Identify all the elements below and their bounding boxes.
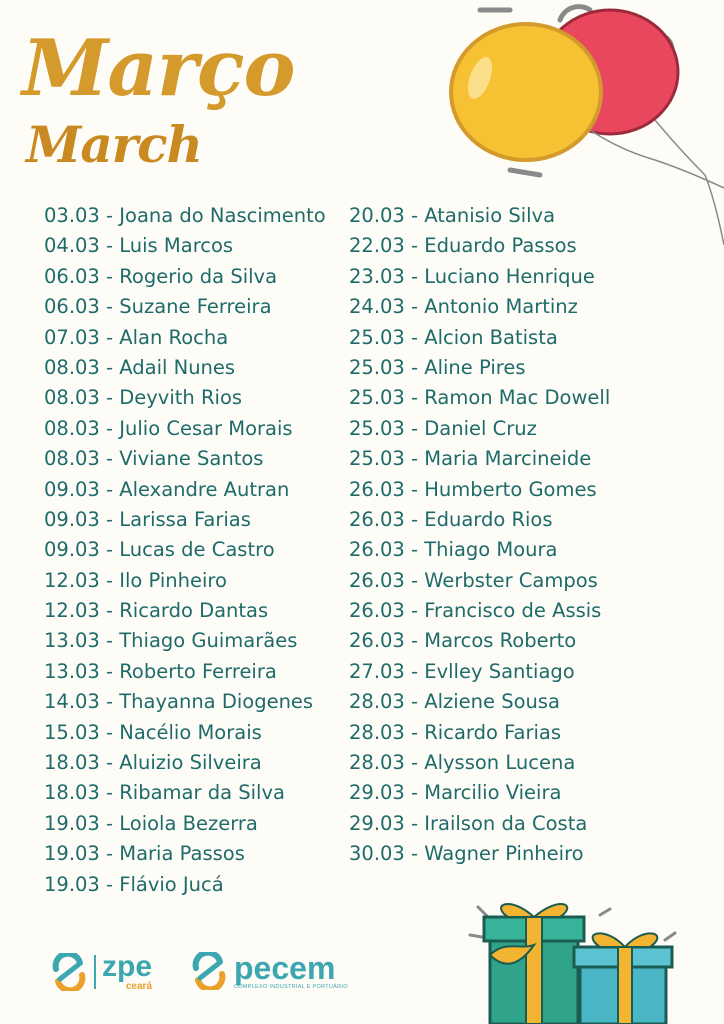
list-item: 08.03 - Deyvith Rios	[44, 386, 243, 410]
list-item: 08.03 - Viviane Santos	[44, 447, 264, 471]
birthday-list-right	[349, 201, 610, 870]
list-item: 08.03 - Julio Cesar Morais	[44, 416, 293, 440]
gift-boxes-illustration	[460, 895, 700, 1024]
list-item: 15.03 - Nacélio Morais	[44, 720, 262, 744]
list-item: 25.03 - Aline Pires	[349, 355, 526, 379]
list-item: 26.03 - Werbster Campos	[349, 568, 598, 592]
list-item: 19.03 - Loiola Bezerra	[44, 811, 258, 835]
list-item: 26.03 - Eduardo Rios	[349, 507, 553, 531]
list-item: 13.03 - Thiago Guimarães	[44, 629, 298, 653]
list-item: 12.03 - Ilo Pinheiro	[44, 568, 227, 592]
list-item: 08.03 - Adail Nunes	[44, 355, 236, 379]
list-item: 06.03 - Rogerio da Silva	[44, 264, 278, 288]
list-item: 25.03 - Ramon Mac Dowell	[349, 386, 611, 410]
list-item: 25.03 - Alcion Batista	[349, 325, 558, 349]
list-item: 25.03 - Maria Marcineide	[349, 447, 592, 471]
list-item: 24.03 - Antonio Martinz	[349, 295, 578, 319]
list-item: 09.03 - Larissa Farias	[44, 507, 251, 531]
birthday-list-left	[44, 201, 326, 900]
list-item: 23.03 - Luciano Henrique	[349, 264, 595, 288]
list-item: 14.03 - Thayanna Diogenes	[44, 690, 314, 714]
list-item: 06.03 - Suzane Ferreira	[44, 295, 272, 319]
list-item: 09.03 - Lucas de Castro	[44, 538, 275, 562]
list-item: 19.03 - Maria Passos	[44, 842, 245, 866]
list-item: 20.03 - Atanisio Silva	[349, 204, 556, 227]
list-item: 26.03 - Humberto Gomes	[349, 477, 597, 501]
list-item: 28.03 - Alziene Sousa	[349, 690, 560, 714]
zpe-logo-subtext: ceará	[125, 981, 153, 992]
list-item: 28.03 - Ricardo Farias	[349, 720, 561, 744]
page-subtitle: March	[26, 115, 202, 174]
pecem-logo	[190, 952, 348, 990]
list-item: 29.03 - Marcilio Vieira	[349, 781, 562, 805]
list-item: 18.03 - Ribamar da Silva	[44, 781, 285, 805]
list-item: 12.03 - Ricardo Dantas	[44, 599, 269, 623]
list-item: 30.03 - Wagner Pinheiro	[349, 842, 584, 866]
list-item: 19.03 - Flávio Jucá	[44, 872, 224, 896]
list-item: 07.03 - Alan Rocha	[44, 325, 229, 349]
zpe-logo-icon	[50, 953, 88, 991]
list-item: 26.03 - Marcos Roberto	[349, 629, 577, 653]
page-title: Março	[22, 23, 295, 114]
list-item: 03.03 - Joana do Nascimento	[44, 204, 326, 227]
list-item: 22.03 - Eduardo Passos	[349, 234, 577, 258]
list-item: 13.03 - Roberto Ferreira	[44, 659, 277, 683]
list-item: 29.03 - Irailson da Costa	[349, 811, 588, 835]
list-item: 18.03 - Aluizio Silveira	[44, 751, 262, 775]
logo-divider	[94, 955, 96, 989]
pecem-logo-tagline: COMPLEXO INDUSTRIAL E PORTUÁRIO	[234, 984, 348, 990]
list-item: 27.03 - Evlley Santiago	[349, 659, 575, 683]
list-item: 09.03 - Alexandre Autran	[44, 477, 290, 501]
pecem-logo-text: pecem	[234, 950, 336, 986]
list-item: 25.03 - Daniel Cruz	[349, 416, 537, 440]
zpe-logo	[50, 952, 152, 992]
zpe-logo-text: zpe	[102, 950, 153, 983]
list-item: 28.03 - Alysson Lucena	[349, 751, 576, 775]
pecem-logo-icon	[190, 952, 228, 990]
list-item: 26.03 - Thiago Moura	[349, 538, 558, 562]
list-item: 26.03 - Francisco de Assis	[349, 599, 602, 623]
list-item: 04.03 - Luis Marcos	[44, 234, 234, 258]
